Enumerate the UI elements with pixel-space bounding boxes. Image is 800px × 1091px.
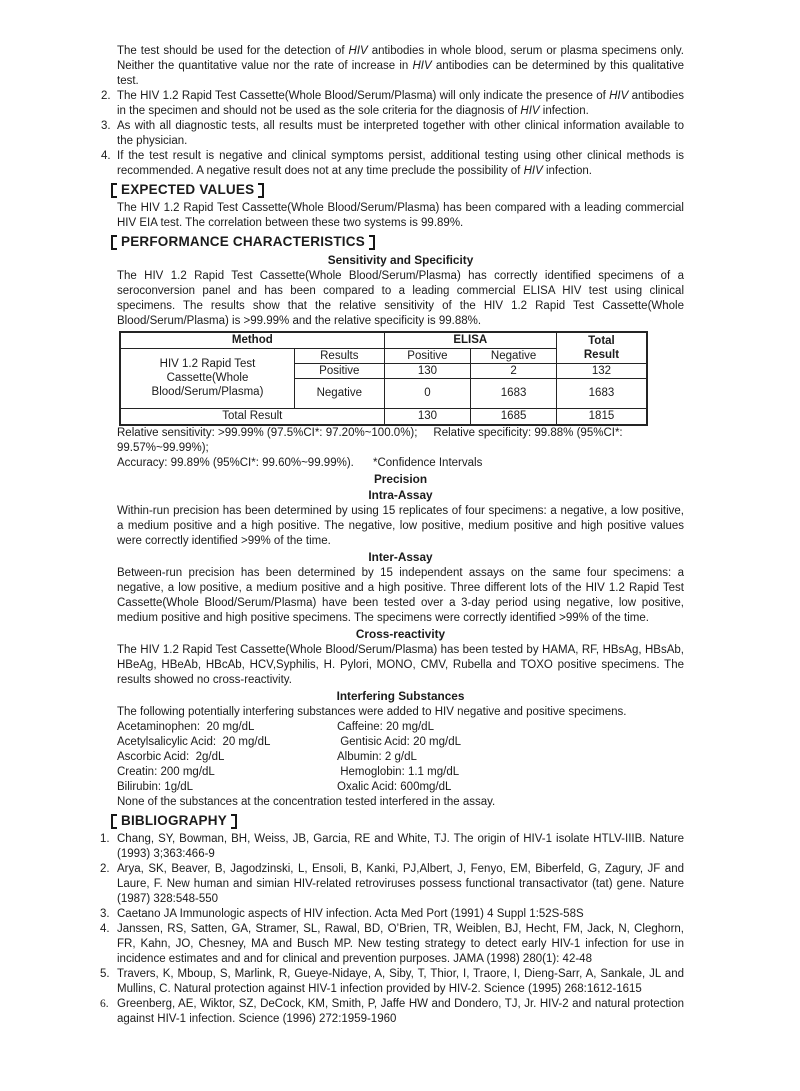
substance-item: Creatin: 200 mg/dL	[117, 766, 215, 778]
list-item-number: 4.	[101, 150, 111, 162]
bibliography-list	[100, 832, 684, 1027]
substance-row	[117, 765, 684, 780]
stats-line: Relative sensitivity: >99.99% (97.5%CI*: 97.20%~100.0%); Relative specificity: 99.88% (95%CI*:	[117, 427, 623, 439]
table-row-total	[120, 408, 647, 425]
section-heading-performance	[111, 234, 684, 250]
bibliography-number: 1.	[100, 833, 110, 845]
value-cell: 132	[556, 363, 647, 378]
stats-line: 99.57%~99.99%);	[117, 442, 209, 454]
list-item-text: The HIV 1.2 Rapid Test Cassette(Whole Blood/Serum/Plasma) will only indicate the presence of HIV antibodies in the specimen and should not be used as the sole criteria for the diagnosis of HIV infection.	[117, 90, 685, 117]
list-item	[101, 149, 684, 179]
substance-row	[117, 720, 684, 735]
bibliography-entry	[100, 997, 684, 1027]
list-item-text: The test should be used for the detection of HIV antibodies in whole blood, serum or plasma specimens only. Neither the quantitative value nor the rate of increase in HIV antibodies can be determined by this qualitative test.	[117, 45, 684, 87]
value-cell: 1685	[471, 408, 557, 425]
bibliography-number: 3.	[100, 908, 110, 920]
substance-item: Caffeine: 20 mg/dL	[337, 721, 434, 733]
section-title: EXPECTED VALUES	[121, 182, 255, 197]
inter-assay-paragraph: Between-run precision has been determined by 15 independent assays on the same four specimens: a negative, a low positive, a medium positive and a high positive. Three different lots of the HIV 1.2 Rapid Test Cassette(Whole Blood/Serum/Plasma) have been tested over a 3-day period using negative, low positive, medium positive and high positive specimens. The specimens were correctly identified >99% of the time.	[117, 567, 684, 624]
bracket-left-icon	[111, 814, 117, 829]
bibliography-number: 2.	[100, 863, 110, 875]
limitations-list	[101, 44, 685, 179]
section-heading-bibliography	[111, 813, 684, 829]
substance-row	[117, 735, 684, 750]
list-item-number	[101, 44, 117, 89]
subheader-negative: Negative	[471, 348, 557, 363]
list-item-number: 2.	[101, 90, 111, 102]
bibliography-entry	[100, 967, 684, 997]
substance-item: Hemoglobin: 1.1 mg/dL	[337, 766, 460, 778]
value-cell: 0	[384, 378, 471, 408]
subheading-interfering-substances: Interfering Substances	[336, 689, 465, 703]
row-label: Negative	[294, 378, 384, 408]
list-item-text: As with all diagnostic tests, all results must be interpreted together with other clinical information available to the physician.	[117, 120, 684, 147]
substance-item: Gentisic Acid: 20 mg/dL	[337, 736, 462, 748]
substance-item: Albumin: 2 g/dL	[337, 751, 417, 763]
bibliography-entry	[100, 832, 684, 862]
intra-assay-paragraph: Within-run precision has been determined by using 15 replicates of four specimens: a negative, a low positive, a medium positive and a high positive. The negative, low positive, medium positive and high positive values were correctly identified >99% of the time.	[117, 505, 684, 547]
value-cell: 1815	[556, 408, 647, 425]
bibliography-text: Travers, K, Mboup, S, Marlink, R, Gueye-Nidaye, A, Siby, T, Thior, I, Traore, I, Dieng-Sarr, A, Sankale, JL and Mullins, C. Natural protection against HIV-1 infection provided by HIV-2. Science (1995) 268:1612-1615	[117, 968, 684, 995]
section-heading-expected-values	[111, 182, 684, 198]
subheading-cross-reactivity: Cross-reactivity	[355, 627, 446, 641]
substance-item: Acetaminophen: 20 mg/dL	[117, 721, 255, 733]
substance-item: Bilirubin: 1g/dL	[117, 781, 194, 793]
substance-item: Oxalic Acid: 600mg/dL	[337, 781, 452, 793]
subheader-results: Results	[294, 348, 384, 363]
list-item	[101, 44, 684, 89]
subheading-inter-assay: Inter-Assay	[368, 550, 433, 564]
cross-reactivity-paragraph: The HIV 1.2 Rapid Test Cassette(Whole Blood/Serum/Plasma) has been tested by HAMA, RF, HBsAg, HBsAb, HBeAg, HBeAb, HBcAb, HCV,Syphilis, H. Pylori, MONO, CMV, Rubella and TOXO positive specimens. The results showed no cross-reactivity.	[117, 644, 684, 686]
bibliography-number: 4.	[100, 923, 110, 935]
substance-row	[117, 750, 684, 765]
col-header-elisa: ELISA	[384, 332, 556, 348]
sensitivity-paragraph: The HIV 1.2 Rapid Test Cassette(Whole Blood/Serum/Plasma) has correctly identified specimens of a seroconversion panel and has been compared to a leading commercial ELISA HIV test using clinical specimens. The results show that the relative sensitivity of the HIV 1.2 Rapid Test Cassette(Whole Blood/Serum/Plasma) is >99.99% and the relative specificity is 99.88%.	[117, 270, 684, 327]
list-item	[101, 89, 684, 119]
subheading-precision: Precision	[373, 472, 428, 486]
document-page	[100, 0, 685, 1027]
bibliography-number: 6.	[100, 998, 109, 1010]
bracket-right-icon	[369, 235, 375, 250]
bracket-right-icon	[231, 814, 237, 829]
bibliography-entry	[100, 922, 684, 967]
bibliography-number: 5.	[100, 968, 110, 980]
substance-item: Acetylsalicylic Acid: 20 mg/dL	[117, 736, 271, 748]
col-header-method: Method	[120, 332, 384, 348]
results-table	[119, 331, 648, 426]
bibliography-entry	[100, 862, 684, 907]
table-header-row	[120, 332, 647, 348]
bracket-right-icon	[258, 183, 264, 198]
substance-row	[117, 780, 684, 795]
list-item-text: If the test result is negative and clinical symptoms persist, additional testing using other clinical methods is recommended. A negative result does not at any time preclude the possibility of HIV infection.	[117, 150, 684, 177]
subheading-intra-assay: Intra-Assay	[368, 488, 433, 502]
section-title: PERFORMANCE CHARACTERISTICS	[121, 234, 365, 249]
list-item-number: 3.	[101, 120, 111, 132]
subheader-positive: Positive	[384, 348, 471, 363]
list-item	[101, 119, 684, 149]
bibliography-text: Chang, SY, Bowman, BH, Weiss, JB, Garcia, RE and White, TJ. The origin of HIV-1 isolate HTLV-IIIB. Nature (1993) 3;363:466-9	[117, 833, 684, 860]
stats-line: Accuracy: 99.89% (95%CI*: 99.60%~99.99%). *Confidence Intervals	[117, 457, 483, 469]
row-label: Positive	[294, 363, 384, 378]
substance-item: Ascorbic Acid: 2g/dL	[117, 751, 225, 763]
value-cell: 1683	[556, 378, 647, 408]
interfering-outro: None of the substances at the concentration tested interfered in the assay.	[117, 796, 496, 808]
bibliography-text: Greenberg, AE, Wiktor, SZ, DeCock, KM, Smith, P, Jaffe HW and Dondero, TJ, Jr. HIV-2 and natural protection against HIV-1 infection. Science (1996) 272:1959-1960	[117, 998, 684, 1025]
subheading-sensitivity-specificity: Sensitivity and Specificity	[327, 253, 474, 267]
interfering-intro: The following potentially interfering substances were added to HIV negative and positive specimens.	[117, 706, 627, 718]
section-title: BIBLIOGRAPHY	[121, 813, 227, 828]
bibliography-text: Caetano JA Immunologic aspects of HIV infection. Acta Med Port (1991) 4 Suppl 1:52S-58S	[117, 908, 584, 920]
expected-values-paragraph: The HIV 1.2 Rapid Test Cassette(Whole Blood/Serum/Plasma) has been compared with a leading commercial HIV EIA test. The correlation between these two systems is 99.89%.	[117, 202, 684, 229]
value-cell: 130	[384, 363, 471, 378]
col-header-total-result: Total Result	[556, 332, 647, 363]
value-cell: 130	[384, 408, 471, 425]
method-name-cell: HIV 1.2 Rapid Test Cassette(Whole Blood/Serum/Plasma)	[120, 348, 294, 408]
bibliography-text: Janssen, RS, Satten, GA, Stramer, SL, Rawal, BD, O’Brien, TR, Weiblen, BJ, Hecht, FM, Jack, N, Cleghorn, FR, Kahn, JO, Chesney, MA and Busch MP. New testing strategy to detect early HIV-1 infection for use in incidence estimates and and for clinical and prevention purposes. JAMA (1998) 280(1): 42-48	[117, 923, 684, 965]
bibliography-entry	[100, 907, 684, 922]
bibliography-text: Arya, SK, Beaver, B, Jagodzinski, L, Ensoli, B, Kanki, PJ,Albert, J, Fenyo, EM, Biberfeld, G, Zagury, JF and Laure, F. New human and simian HIV-related retroviruses possess functional transactivator (tat) gene. Nature (1987) 328:548-550	[117, 863, 684, 905]
total-row-label: Total Result	[120, 408, 384, 425]
substances-list	[117, 720, 684, 795]
bracket-left-icon	[111, 235, 117, 250]
bracket-left-icon	[111, 183, 117, 198]
value-cell: 2	[471, 363, 557, 378]
value-cell: 1683	[471, 378, 557, 408]
